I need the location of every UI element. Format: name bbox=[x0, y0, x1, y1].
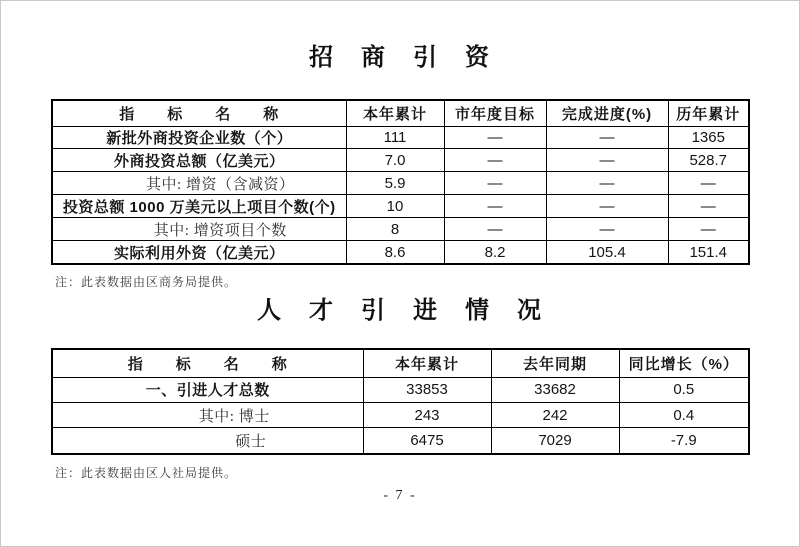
investment-attraction-table bbox=[51, 99, 750, 265]
indicator-name: 其中: 增资（含减资） bbox=[52, 172, 346, 195]
cell-value: 7029 bbox=[491, 428, 619, 454]
table-row bbox=[52, 218, 749, 241]
column-header: 市年度目标 bbox=[444, 100, 546, 126]
indicator-name-header: 指 标 名 称 bbox=[52, 349, 363, 377]
cell-value: 5.9 bbox=[346, 172, 444, 195]
section2-title: 人 才 引 进 情 况 bbox=[257, 297, 543, 324]
table-row bbox=[52, 377, 749, 402]
cell-value: — bbox=[546, 149, 668, 172]
cell-value: 8 bbox=[346, 218, 444, 241]
column-header: 同比增长（%） bbox=[619, 349, 749, 377]
talent-introduction-table bbox=[51, 348, 750, 455]
indicator-name: 其中: 博士 bbox=[52, 402, 363, 427]
section1-note: 注：此表数据由区商务局提供。 bbox=[55, 275, 238, 289]
indicator-name: 实际利用外资（亿美元） bbox=[52, 241, 346, 264]
cell-value: — bbox=[444, 195, 546, 218]
cell-value: — bbox=[546, 126, 668, 149]
cell-value: 151.4 bbox=[668, 241, 749, 264]
cell-value: 0.4 bbox=[619, 402, 749, 427]
indicator-name: 外商投资总额（亿美元） bbox=[52, 149, 346, 172]
cell-value: 10 bbox=[346, 195, 444, 218]
cell-value: — bbox=[546, 195, 668, 218]
cell-value: — bbox=[444, 126, 546, 149]
indicator-name: 硕士 bbox=[52, 428, 363, 454]
cell-value: 1365 bbox=[668, 126, 749, 149]
column-header: 去年同期 bbox=[491, 349, 619, 377]
cell-value: 105.4 bbox=[546, 241, 668, 264]
section2-note: 注：此表数据由区人社局提供。 bbox=[55, 466, 238, 480]
table-row bbox=[52, 428, 749, 454]
cell-value: — bbox=[444, 172, 546, 195]
cell-value: — bbox=[546, 218, 668, 241]
table-row bbox=[52, 172, 749, 195]
column-header: 本年累计 bbox=[363, 349, 491, 377]
cell-value: — bbox=[546, 172, 668, 195]
cell-value: 243 bbox=[363, 402, 491, 427]
cell-value: 33682 bbox=[491, 377, 619, 402]
column-header: 本年累计 bbox=[346, 100, 444, 126]
indicator-name: 投资总额 1000 万美元以上项目个数(个) bbox=[52, 195, 346, 218]
cell-value: 528.7 bbox=[668, 149, 749, 172]
cell-value: — bbox=[668, 172, 749, 195]
cell-value: 111 bbox=[346, 126, 444, 149]
table-row bbox=[52, 126, 749, 149]
page-number: - 7 - bbox=[383, 488, 417, 503]
indicator-name: 一、引进人才总数 bbox=[52, 377, 363, 402]
indicator-name: 新批外商投资企业数（个） bbox=[52, 126, 346, 149]
indicator-name-header: 指 标 名 称 bbox=[52, 100, 346, 126]
cell-value: 6475 bbox=[363, 428, 491, 454]
cell-value: 0.5 bbox=[619, 377, 749, 402]
table-row bbox=[52, 241, 749, 264]
cell-value: 242 bbox=[491, 402, 619, 427]
cell-value: 8.6 bbox=[346, 241, 444, 264]
section1-title: 招 商 引 资 bbox=[309, 44, 491, 71]
table-row bbox=[52, 402, 749, 427]
table-row bbox=[52, 195, 749, 218]
column-header: 完成进度(%) bbox=[546, 100, 668, 126]
cell-value: — bbox=[668, 195, 749, 218]
cell-value: — bbox=[444, 149, 546, 172]
cell-value: 8.2 bbox=[444, 241, 546, 264]
cell-value: 7.0 bbox=[346, 149, 444, 172]
table-row bbox=[52, 149, 749, 172]
cell-value: -7.9 bbox=[619, 428, 749, 454]
cell-value: — bbox=[668, 218, 749, 241]
cell-value: 33853 bbox=[363, 377, 491, 402]
column-header: 历年累计 bbox=[668, 100, 749, 126]
cell-value: — bbox=[444, 218, 546, 241]
indicator-name: 其中: 增资项目个数 bbox=[52, 218, 346, 241]
